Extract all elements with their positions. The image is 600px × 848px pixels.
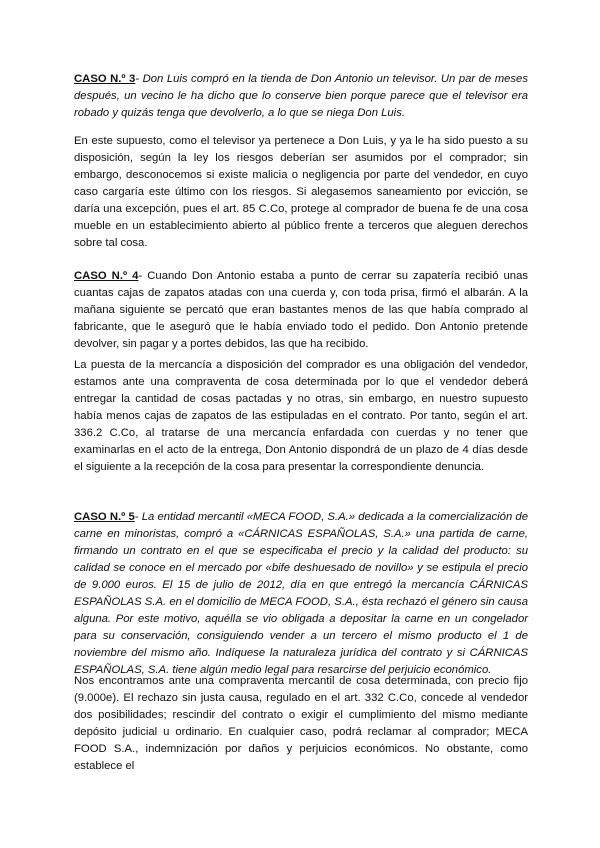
case-3-answer-text: En este supuesto, como el televisor ya pertenece a Don Luis, y ya le ha sido puesto a su disposición, según la ley los riesgos deberían ser asumidos por el comprador; sin embargo, desconocemos si existe malicia o negligencia por parte del vendedor, en cuyo caso cargaría este último con los riesgos. Si alegasemos saneamiento por evicción, se daría una excepción, pues el art. 85 C.Co, protege al comprador de buena fe de una cosa mueble en un establecimiento abierto al público frente a terceros que aleguen derechos sobre tal cosa.	[74, 135, 528, 249]
case-5-statement-paragraph	[74, 509, 528, 679]
case-4-statement	[74, 268, 528, 353]
case-3-statement	[74, 71, 528, 122]
case-5-answer-text: Nos encontramos ante una compraventa mercantil de cosa determinada, con precio fijo (9.000e). El rechazo sin justa causa, regulado en el art. 332 C.Co, concede al vendedor dos posibilidades; rescindir del contrato o exigir el cumplimiento del mismo mediante depósito judicial u ordinario. En cualquier caso, podrá reclamar al comprador; MECA FOOD S.A., indemnización por daños y perjuicios económicos. No obstante, como establece el	[74, 675, 528, 772]
case-3-title: CASO N.º 3	[74, 73, 136, 85]
case-5-statement-text: La entidad mercantil «MECA FOOD, S.A.» dedicada a la comercialización de carne en minoristas, compró a «CÁRNICAS ESPAÑOLAS, S.A.» una partida de carne, firmando un contrato en el que se especificaba el precio y la calidad del producto: su calidad se conoce en el mercado por «bife deshuesado de novillo» y se estipula el precio de 9.000 euros. El 15 de julio de 2012, día en que entregó la mercancía CÁRNICAS ESPAÑOLAS S.A. en el domicilio de MECA FOOD, S.A., ésta rechazó el género sin causa alguna. Por este motivo, aquélla se vio obligada a depositar la carne en un congelador para su conservación, consiguiendo vender a un tercero el mismo producto el 1 de noviembre del mismo año. Indíquese la naturaleza jurídica del contrato y si CÁRNICAS ESPAÑOLAS, S.A. tiene algún medio legal para resarcirse del perjuicio económico.	[74, 511, 528, 676]
case-4-title: CASO N.º 4	[74, 270, 139, 282]
case-4-answer	[74, 357, 528, 476]
case-4-answer-text: La puesta de la mercancía a disposición del comprador es una obligación del vendedor, estamos ante una compraventa de cosa determinada por lo que el vendedor deberá entregar la cantidad de cosas pactadas y no otras, sin embargo, en nuestro supuesto había menos cajas de zapatos de las estipuladas en el contrato. Por tanto, según el art. 336.2 C.Co, al tratarse de una mercancía enfardada con cuerdas y no tener que examinarlas en el acto de la entrega, Don Antonio dispondrá de un plazo de 4 días desde el siguiente a la recepción de la cosa para presentar la correspondiente denuncia.	[74, 359, 528, 473]
case-5-separator: -	[134, 511, 142, 523]
case-5-answer	[74, 673, 528, 775]
case-3-statement-paragraph	[74, 71, 528, 122]
case-3-statement-text: Don Luis compró en la tienda de Don Antonio un televisor. Un par de meses después, un vecino le ha dicho que lo conserve bien porque parece que el televisor era robado y quizás tenga que devolverlo, a lo que se niega Don Luis.	[74, 73, 528, 119]
case-4-statement-text: Cuando Don Antonio estaba a punto de cerrar su zapatería recibió unas cuantas cajas de zapatos atadas con una cuerda y, con toda prisa, firmó el albarán. A la mañana siguiente se percató que eran bastantes menos de las que había comprado al fabricante, que le aseguró que le había enviado todo el pedido. Don Antonio pretende devolver, sin pagar y a portes debidos, las que ha recibido.	[74, 270, 529, 350]
case-3-separator: -	[135, 73, 143, 85]
case-5-statement	[74, 509, 528, 679]
case-4-separator: -	[138, 270, 148, 282]
case-5-title: CASO N.º 5	[74, 511, 135, 523]
case-4-statement-paragraph	[74, 268, 528, 353]
case-3-answer	[74, 133, 528, 252]
